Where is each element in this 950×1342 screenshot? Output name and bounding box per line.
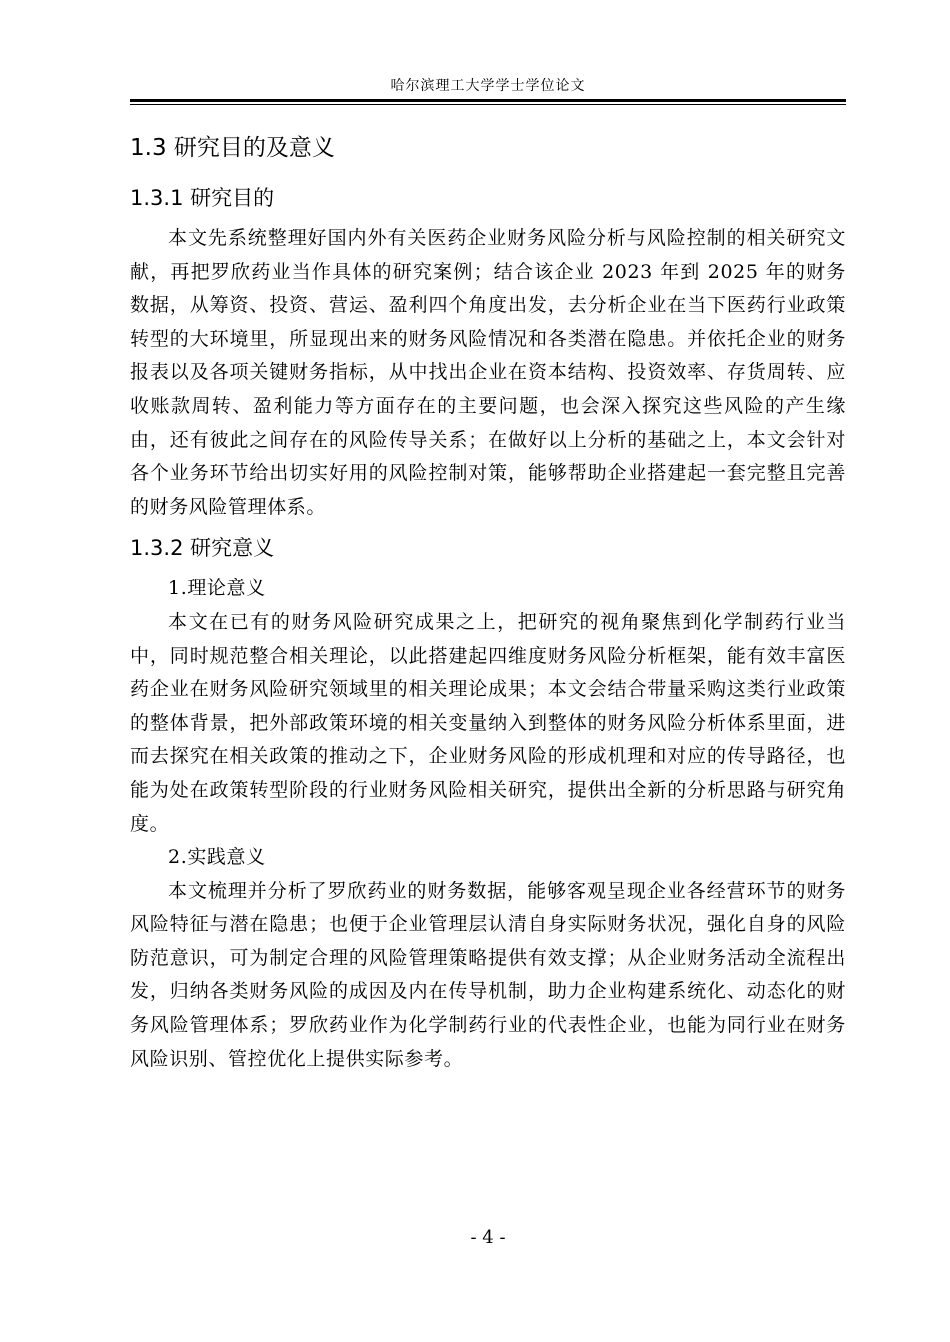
section-heading: 1.3 研究目的及意义 [130,135,335,161]
page-body [130,128,846,1076]
theory-significance-label: 1.理论意义 [168,577,266,600]
subsection-heading-significance: 1.3.2 研究意义 [130,536,275,561]
purpose-paragraph: 本文先系统整理好国内外有关医药企业财务风险分析与风险控制的相关研究文献，再把罗欣药业当作具体的研究案例；结合该企业 2023 年到 2025 年的财务数据，从筹资、投资、营运、盈利四个角度出发，去分析企业在当下医药行业政策转型的大环境里，所显现出来的财务风险情况和各类潜在隐患。并依托企业的财务报表以及各项关键财务指标，从中找出企业在资本结构、投资效率、存货周转、应收账款周转、盈利能力等方面存在的主要问题，也会深入探究这些风险的产生缘由，还有彼此之间存在的风险传导关系；在做好以上分析的基础之上，本文会针对各个业务环节给出切实好用的风险控制对策，能够帮助企业搭建起一套完整且完善的财务风险管理体系。 [130,227,846,518]
running-header: 哈尔滨理工大学学士学位论文 [390,78,586,94]
page-number: - 4 - [470,1227,506,1248]
header-rule-thick [130,99,846,102]
subsection-heading-purpose: 1.3.1 研究目的 [130,186,275,210]
header-rule-thin [130,104,846,105]
practice-significance-label: 2.实践意义 [168,846,266,869]
theory-significance-paragraph: 本文在已有的财务风险研究成果之上，把研究的视角聚焦到化学制药行业当中，同时规范整合相关理论，以此搭建起四维度财务风险分析框架，能有效丰富医药企业在财务风险研究领域里的相关理论成果；本文会结合带量采购这类行业政策的整体背景，把外部政策环境的相关变量纳入到整体的财务风险分析体系里面，进而去探究在相关政策的推动之下，企业财务风险的形成机理和对应的传导路径，也能为处在政策转型阶段的行业财务风险相关研究，提供出全新的分析思路与研究角度。 [130,610,846,835]
practice-significance-paragraph: 本文梳理并分析了罗欣药业的财务数据，能够客观呈现企业各经营环节的财务风险特征与潜在隐患；也便于企业管理层认清自身实际财务状况，强化自身的风险防范意识，可为制定合理的风险管理策略提供有效支撑；从企业财务活动全流程出发，归纳各类财务风险的成因及内在传导机制，助力企业构建系统化、动态化的财务风险管理体系；罗欣药业作为化学制药行业的代表性企业，也能为同行业在财务风险识别、管控优化上提供实际参考。 [130,879,846,1070]
